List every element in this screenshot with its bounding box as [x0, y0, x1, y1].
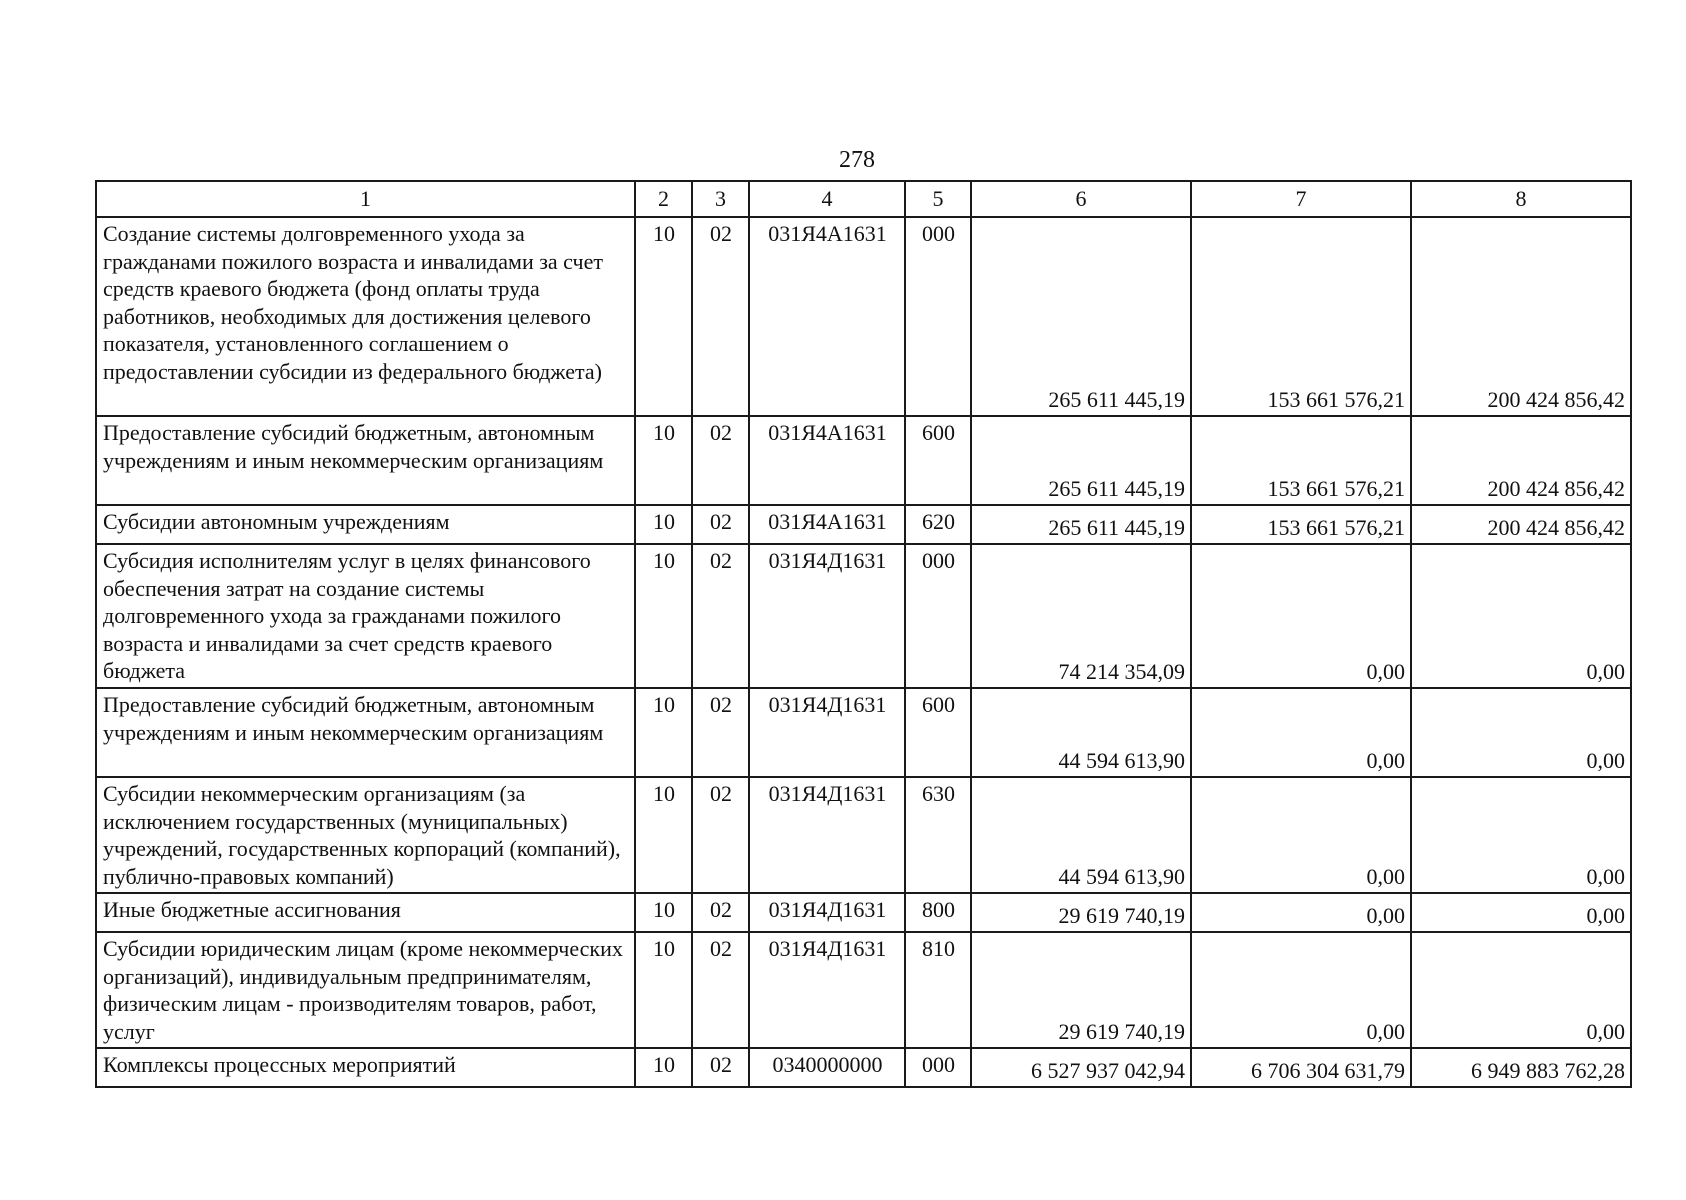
column-header: 6 [971, 181, 1191, 217]
table-row [96, 544, 1631, 688]
amount-cell: 153 661 576,21 [1191, 416, 1411, 505]
section-cell: 10 [635, 688, 692, 777]
target-code-cell: 031Я4А1631 [749, 217, 905, 416]
expense-type-cell: 800 [905, 893, 971, 932]
amount-cell: 265 611 445,19 [971, 217, 1191, 416]
item-name-cell: Субсидия исполнителям услуг в целях финансового обеспечения затрат на создание системы долговременного ухода за гражданами пожилого возраста и инвалидами за счет средств краевого бюджета [96, 544, 635, 688]
subsection-cell: 02 [692, 217, 749, 416]
item-name-cell: Предоставление субсидий бюджетным, автономным учреждениям и иным некоммерческим организациям [96, 416, 635, 505]
subsection-cell: 02 [692, 688, 749, 777]
amount-cell: 44 594 613,90 [971, 688, 1191, 777]
page-number: 278 [839, 147, 875, 173]
expense-type-cell: 810 [905, 932, 971, 1048]
subsection-cell: 02 [692, 544, 749, 688]
item-name-cell: Иные бюджетные ассигнования [96, 893, 635, 932]
column-header: 8 [1411, 181, 1631, 217]
amount-cell: 6 949 883 762,28 [1411, 1048, 1631, 1087]
section-cell: 10 [635, 505, 692, 544]
section-cell: 10 [635, 893, 692, 932]
amount-cell: 0,00 [1411, 688, 1631, 777]
table-row [96, 893, 1631, 932]
target-code-cell: 0340000000 [749, 1048, 905, 1087]
amount-cell: 265 611 445,19 [971, 416, 1191, 505]
item-name-cell: Комплексы процессных мероприятий [96, 1048, 635, 1087]
section-cell: 10 [635, 932, 692, 1048]
subsection-cell: 02 [692, 1048, 749, 1087]
amount-cell: 29 619 740,19 [971, 932, 1191, 1048]
amount-cell: 74 214 354,09 [971, 544, 1191, 688]
item-name-cell: Субсидии некоммерческим организациям (за исключением государственных (муниципальных) учреждений, государственных корпораций (компаний), публично-правовых компаний) [96, 777, 635, 893]
column-header: 3 [692, 181, 749, 217]
target-code-cell: 031Я4Д1631 [749, 544, 905, 688]
amount-cell: 0,00 [1411, 893, 1631, 932]
table-row [96, 777, 1631, 893]
amount-cell: 153 661 576,21 [1191, 505, 1411, 544]
amount-cell: 200 424 856,42 [1411, 416, 1631, 505]
subsection-cell: 02 [692, 416, 749, 505]
amount-cell: 153 661 576,21 [1191, 217, 1411, 416]
amount-cell: 0,00 [1411, 777, 1631, 893]
expense-type-cell: 600 [905, 416, 971, 505]
subsection-cell: 02 [692, 932, 749, 1048]
column-header: 5 [905, 181, 971, 217]
expense-type-cell: 000 [905, 544, 971, 688]
item-name-cell: Предоставление субсидий бюджетным, автономным учреждениям и иным некоммерческим организациям [96, 688, 635, 777]
item-name-cell: Субсидии юридическим лицам (кроме некоммерческих организаций), индивидуальным предпринимателям, физическим лицам - производителям товаров, работ, услуг [96, 932, 635, 1048]
amount-cell: 29 619 740,19 [971, 893, 1191, 932]
target-code-cell: 031Я4А1631 [749, 505, 905, 544]
section-cell: 10 [635, 777, 692, 893]
table-row [96, 217, 1631, 416]
amount-cell: 6 706 304 631,79 [1191, 1048, 1411, 1087]
amount-cell: 0,00 [1191, 688, 1411, 777]
subsection-cell: 02 [692, 893, 749, 932]
table-row [96, 505, 1631, 544]
amount-cell: 6 527 937 042,94 [971, 1048, 1191, 1087]
target-code-cell: 031Я4Д1631 [749, 893, 905, 932]
target-code-cell: 031Я4Д1631 [749, 932, 905, 1048]
section-cell: 10 [635, 544, 692, 688]
amount-cell: 0,00 [1191, 777, 1411, 893]
amount-cell: 0,00 [1191, 932, 1411, 1048]
expense-type-cell: 620 [905, 505, 971, 544]
column-header: 4 [749, 181, 905, 217]
amount-cell: 0,00 [1411, 932, 1631, 1048]
amount-cell: 44 594 613,90 [971, 777, 1191, 893]
table-row [96, 932, 1631, 1048]
item-name-cell: Субсидии автономным учреждениям [96, 505, 635, 544]
table-row [96, 688, 1631, 777]
target-code-cell: 031Я4Д1631 [749, 688, 905, 777]
section-cell: 10 [635, 1048, 692, 1087]
column-header: 2 [635, 181, 692, 217]
section-cell: 10 [635, 217, 692, 416]
amount-cell: 0,00 [1411, 544, 1631, 688]
subsection-cell: 02 [692, 777, 749, 893]
expense-type-cell: 000 [905, 217, 971, 416]
target-code-cell: 031Я4А1631 [749, 416, 905, 505]
section-cell: 10 [635, 416, 692, 505]
amount-cell: 265 611 445,19 [971, 505, 1191, 544]
amount-cell: 200 424 856,42 [1411, 217, 1631, 416]
expense-type-cell: 600 [905, 688, 971, 777]
expense-type-cell: 630 [905, 777, 971, 893]
amount-cell: 0,00 [1191, 893, 1411, 932]
table-header-row [96, 181, 1631, 217]
target-code-cell: 031Я4Д1631 [749, 777, 905, 893]
subsection-cell: 02 [692, 505, 749, 544]
amount-cell: 200 424 856,42 [1411, 505, 1631, 544]
amount-cell: 0,00 [1191, 544, 1411, 688]
item-name-cell: Создание системы долговременного ухода за гражданами пожилого возраста и инвалидами за счет средств краевого бюджета (фонд оплаты труда работников, необходимых для достижения целевого показателя, установленного соглашением о предоставлении субсидии из федерального бюджета) [96, 217, 635, 416]
table-row [96, 416, 1631, 505]
expense-type-cell: 000 [905, 1048, 971, 1087]
column-header: 1 [96, 181, 635, 217]
budget-table [95, 180, 1632, 1088]
column-header: 7 [1191, 181, 1411, 217]
table-row [96, 1048, 1631, 1087]
